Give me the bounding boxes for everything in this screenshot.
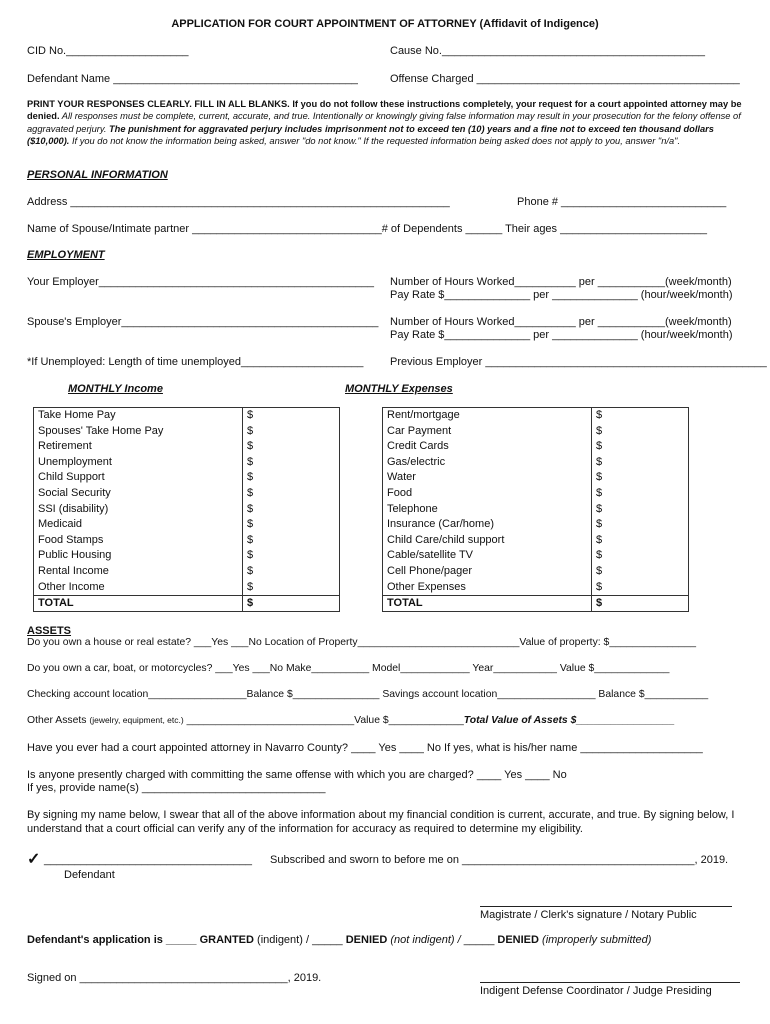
instructions-bold-2: The punishment for aggravated perjury includes imprisonment not to exceed ten (10) years and a fine not to exceed ten thousand dollars ($10,000). [27, 123, 714, 147]
house-field[interactable]: Do you own a house or real estate? ___Yes ___No Location of Property____________________________Value of property: $_______________ [27, 637, 697, 648]
expense-total-label: TOTAL [383, 596, 592, 612]
expense-labels [383, 408, 592, 596]
expense-item: Credit Cards [387, 440, 449, 453]
other-assets-hint: (jewelry, equipment, etc.) [89, 715, 184, 725]
amount-cell[interactable]: $ [596, 486, 603, 499]
other-assets-label: Other Assets [27, 715, 87, 726]
income-item: Spouses' Take Home Pay [38, 424, 164, 437]
amount-cell[interactable]: $ [596, 580, 603, 593]
expense-item: Water [387, 471, 416, 484]
income-item: Social Security [38, 486, 111, 499]
other-assets-blank[interactable]: _____________________________Value $_____________ [183, 715, 464, 726]
improperly-label: (improperly submitted) [542, 934, 652, 946]
instructions-bold-1: PRINT YOUR RESPONSES CLEARLY. FILL IN ALL BLANKS. If you do not follow these instructions completely, your request for a court appointed attorney may be denied. [27, 99, 742, 122]
expense-item: Insurance (Car/home) [387, 518, 494, 531]
offense-field[interactable]: Offense Charged ___________________________________________ [390, 73, 740, 85]
phone-field[interactable]: Phone # ___________________________ [517, 196, 727, 208]
income-amounts[interactable] [243, 408, 340, 596]
income-item: Unemployment [38, 455, 112, 468]
amount-cell[interactable]: $ [247, 486, 254, 499]
amount-cell[interactable]: $ [596, 564, 603, 577]
instructions-italic-2: If you do not know the information being asked, answer "do not know." If the requested information being asked does not apply to you, answer "n/a". [69, 136, 681, 147]
granted-label: GRANTED [199, 934, 254, 946]
previous-employer-field[interactable]: Previous Employer ______________________________________________ [390, 356, 767, 368]
spouse-employer-field[interactable]: Spouse's Employer__________________________________________ [27, 316, 379, 328]
checkmark-icon: ✓ [27, 851, 41, 868]
cid-field[interactable]: CID No.____________________ [27, 45, 189, 57]
expenses-table [382, 407, 689, 612]
amount-cell[interactable]: $ [596, 440, 603, 453]
employment-heading: EMPLOYMENT [27, 249, 105, 261]
expense-item: Gas/electric [387, 455, 446, 468]
amount-cell[interactable]: $ [247, 533, 254, 546]
expenses-heading: MONTHLY Expenses [345, 383, 453, 395]
your-employer-field[interactable]: Your Employer_____________________________________________ [27, 276, 375, 288]
amount-cell[interactable]: $ [247, 580, 254, 593]
expense-item: Car Payment [387, 424, 452, 437]
other-assets-field[interactable] [27, 715, 675, 726]
personal-heading: PERSONAL INFORMATION [27, 169, 168, 181]
expense-item: Other Expenses [387, 580, 466, 593]
income-item: Rental Income [38, 564, 109, 577]
income-item: Other Income [38, 580, 105, 593]
expense-item: Child Care/child support [387, 533, 505, 546]
expense-item: Food [387, 486, 413, 499]
coordinator-label: Indigent Defense Coordinator / Judge Presiding [480, 985, 712, 997]
amount-cell[interactable]: $ [247, 424, 254, 437]
income-item: Public Housing [38, 549, 112, 562]
income-total-label: TOTAL [34, 596, 243, 612]
application-label[interactable]: Defendant's application is _____ [27, 934, 197, 946]
income-item: Take Home Pay [38, 409, 116, 421]
indigent-label: (indigent) / [257, 934, 310, 946]
expense-item: Rent/mortgage [387, 409, 460, 421]
not-indigent-label: (not indigent) / [390, 934, 461, 946]
amount-cell[interactable]: $ [247, 549, 254, 562]
spouse-field[interactable]: Name of Spouse/Intimate partner _______________________________# of Dependents ______ Their ages ________________________ [27, 223, 707, 235]
expense-item: Cable/satellite TV [387, 549, 474, 562]
cause-field[interactable]: Cause No.___________________________________________ [390, 45, 706, 57]
sworn-field[interactable]: Subscribed and sworn to before me on ______________________________________, 2019. [270, 854, 729, 866]
income-item: Retirement [38, 440, 92, 453]
income-item: Food Stamps [38, 533, 104, 546]
amount-cell[interactable]: $ [247, 440, 254, 453]
amount-cell[interactable]: $ [247, 455, 254, 468]
amount-cell[interactable]: $ [596, 455, 603, 468]
income-table [33, 407, 340, 612]
instructions [27, 98, 745, 148]
magistrate-signature-line[interactable] [480, 906, 732, 907]
magistrate-label: Magistrate / Clerk's signature / Notary Public [480, 909, 697, 921]
amount-cell[interactable]: $ [247, 518, 254, 531]
amount-cell[interactable]: $ [247, 471, 254, 484]
names-field[interactable]: If yes, provide name(s) ______________________________ [27, 782, 326, 794]
decision-line [27, 934, 651, 946]
amount-cell[interactable]: $ [247, 564, 254, 577]
income-item: Medicaid [38, 518, 83, 531]
signed-on-field[interactable]: Signed on __________________________________, 2019. [27, 972, 322, 984]
defendant-label: Defendant [64, 869, 115, 881]
navarro-question[interactable]: Have you ever had a court appointed attorney in Navarro County? ____ Yes ____ No If yes, what is his/her name ____________________ [27, 742, 703, 754]
defendant-signature-line[interactable]: __________________________________ [44, 854, 253, 866]
checking-field[interactable]: Checking account location_________________Balance $_______________ Savings account location_________________ Balance $___________ [27, 689, 709, 700]
income-item: SSI (disability) [38, 502, 109, 515]
amount-cell[interactable]: $ [247, 409, 254, 421]
hours-worked-field[interactable]: Number of Hours Worked__________ per ___________(week/month) [390, 276, 732, 288]
expense-item: Cell Phone/pager [387, 564, 473, 577]
spouse-pay-field[interactable]: Pay Rate $______________ per ______________ (hour/week/month) [390, 329, 733, 341]
instructions-italic-1: All responses must be complete, current, accurate, and true. Intentionally or knowingly giving false information may result in your prosecution for the felony offense of aggravated perjury. [27, 111, 741, 134]
income-heading: MONTHLY Income [68, 383, 163, 395]
denied-blank-2[interactable]: _____ [463, 934, 495, 946]
expense-item: Telephone [387, 502, 438, 515]
pay-rate-field[interactable]: Pay Rate $______________ per ______________ (hour/week/month) [390, 289, 733, 301]
amount-cell[interactable]: $ [596, 502, 603, 515]
defendant-name-field[interactable]: Defendant Name ________________________________________ [27, 73, 358, 85]
income-item: Child Support [38, 471, 105, 484]
charged-question[interactable]: Is anyone presently charged with committing the same offense with which you are charged? ____ Yes ____ No [27, 769, 567, 781]
income-total-amount[interactable]: $ [243, 596, 340, 612]
coordinator-signature-line[interactable] [480, 982, 740, 983]
assets-heading: ASSETS [27, 625, 72, 637]
amount-cell[interactable]: $ [596, 409, 603, 421]
expense-total-amount[interactable]: $ [592, 596, 689, 612]
spouse-hours-field[interactable]: Number of Hours Worked__________ per ___________(week/month) [390, 316, 732, 328]
amount-cell[interactable]: $ [247, 502, 254, 515]
denied-blank-1[interactable]: _____ [312, 934, 343, 946]
total-assets-field[interactable]: Total Value of Assets $_________________ [463, 715, 675, 726]
denied-label-2: DENIED [497, 934, 539, 946]
amount-cell[interactable]: $ [596, 424, 603, 437]
address-field[interactable]: Address ______________________________________________________________ [27, 196, 450, 208]
form-title: APPLICATION FOR COURT APPOINTMENT OF ATTORNEY (Affidavit of Indigence) [171, 18, 599, 30]
denied-label-1: DENIED [345, 934, 388, 946]
car-field[interactable]: Do you own a car, boat, or motorcycles? ___Yes ___No Make__________ Model____________ Year___________ Value $_____________ [27, 663, 670, 674]
amount-cell[interactable]: $ [596, 518, 603, 531]
amount-cell[interactable]: $ [596, 533, 603, 546]
income-labels [34, 408, 243, 596]
amount-cell[interactable]: $ [596, 471, 603, 484]
unemployed-field[interactable]: *If Unemployed: Length of time unemployed____________________ [27, 356, 364, 368]
expense-amounts[interactable] [592, 408, 689, 596]
amount-cell[interactable]: $ [596, 549, 603, 562]
oath-text: By signing my name below, I swear that all of the above information about my financial condition is current, accurate, and true. By signing below, I understand that a court official can verify any of the information for accuracy as required to determine my eligibility. [27, 809, 735, 835]
